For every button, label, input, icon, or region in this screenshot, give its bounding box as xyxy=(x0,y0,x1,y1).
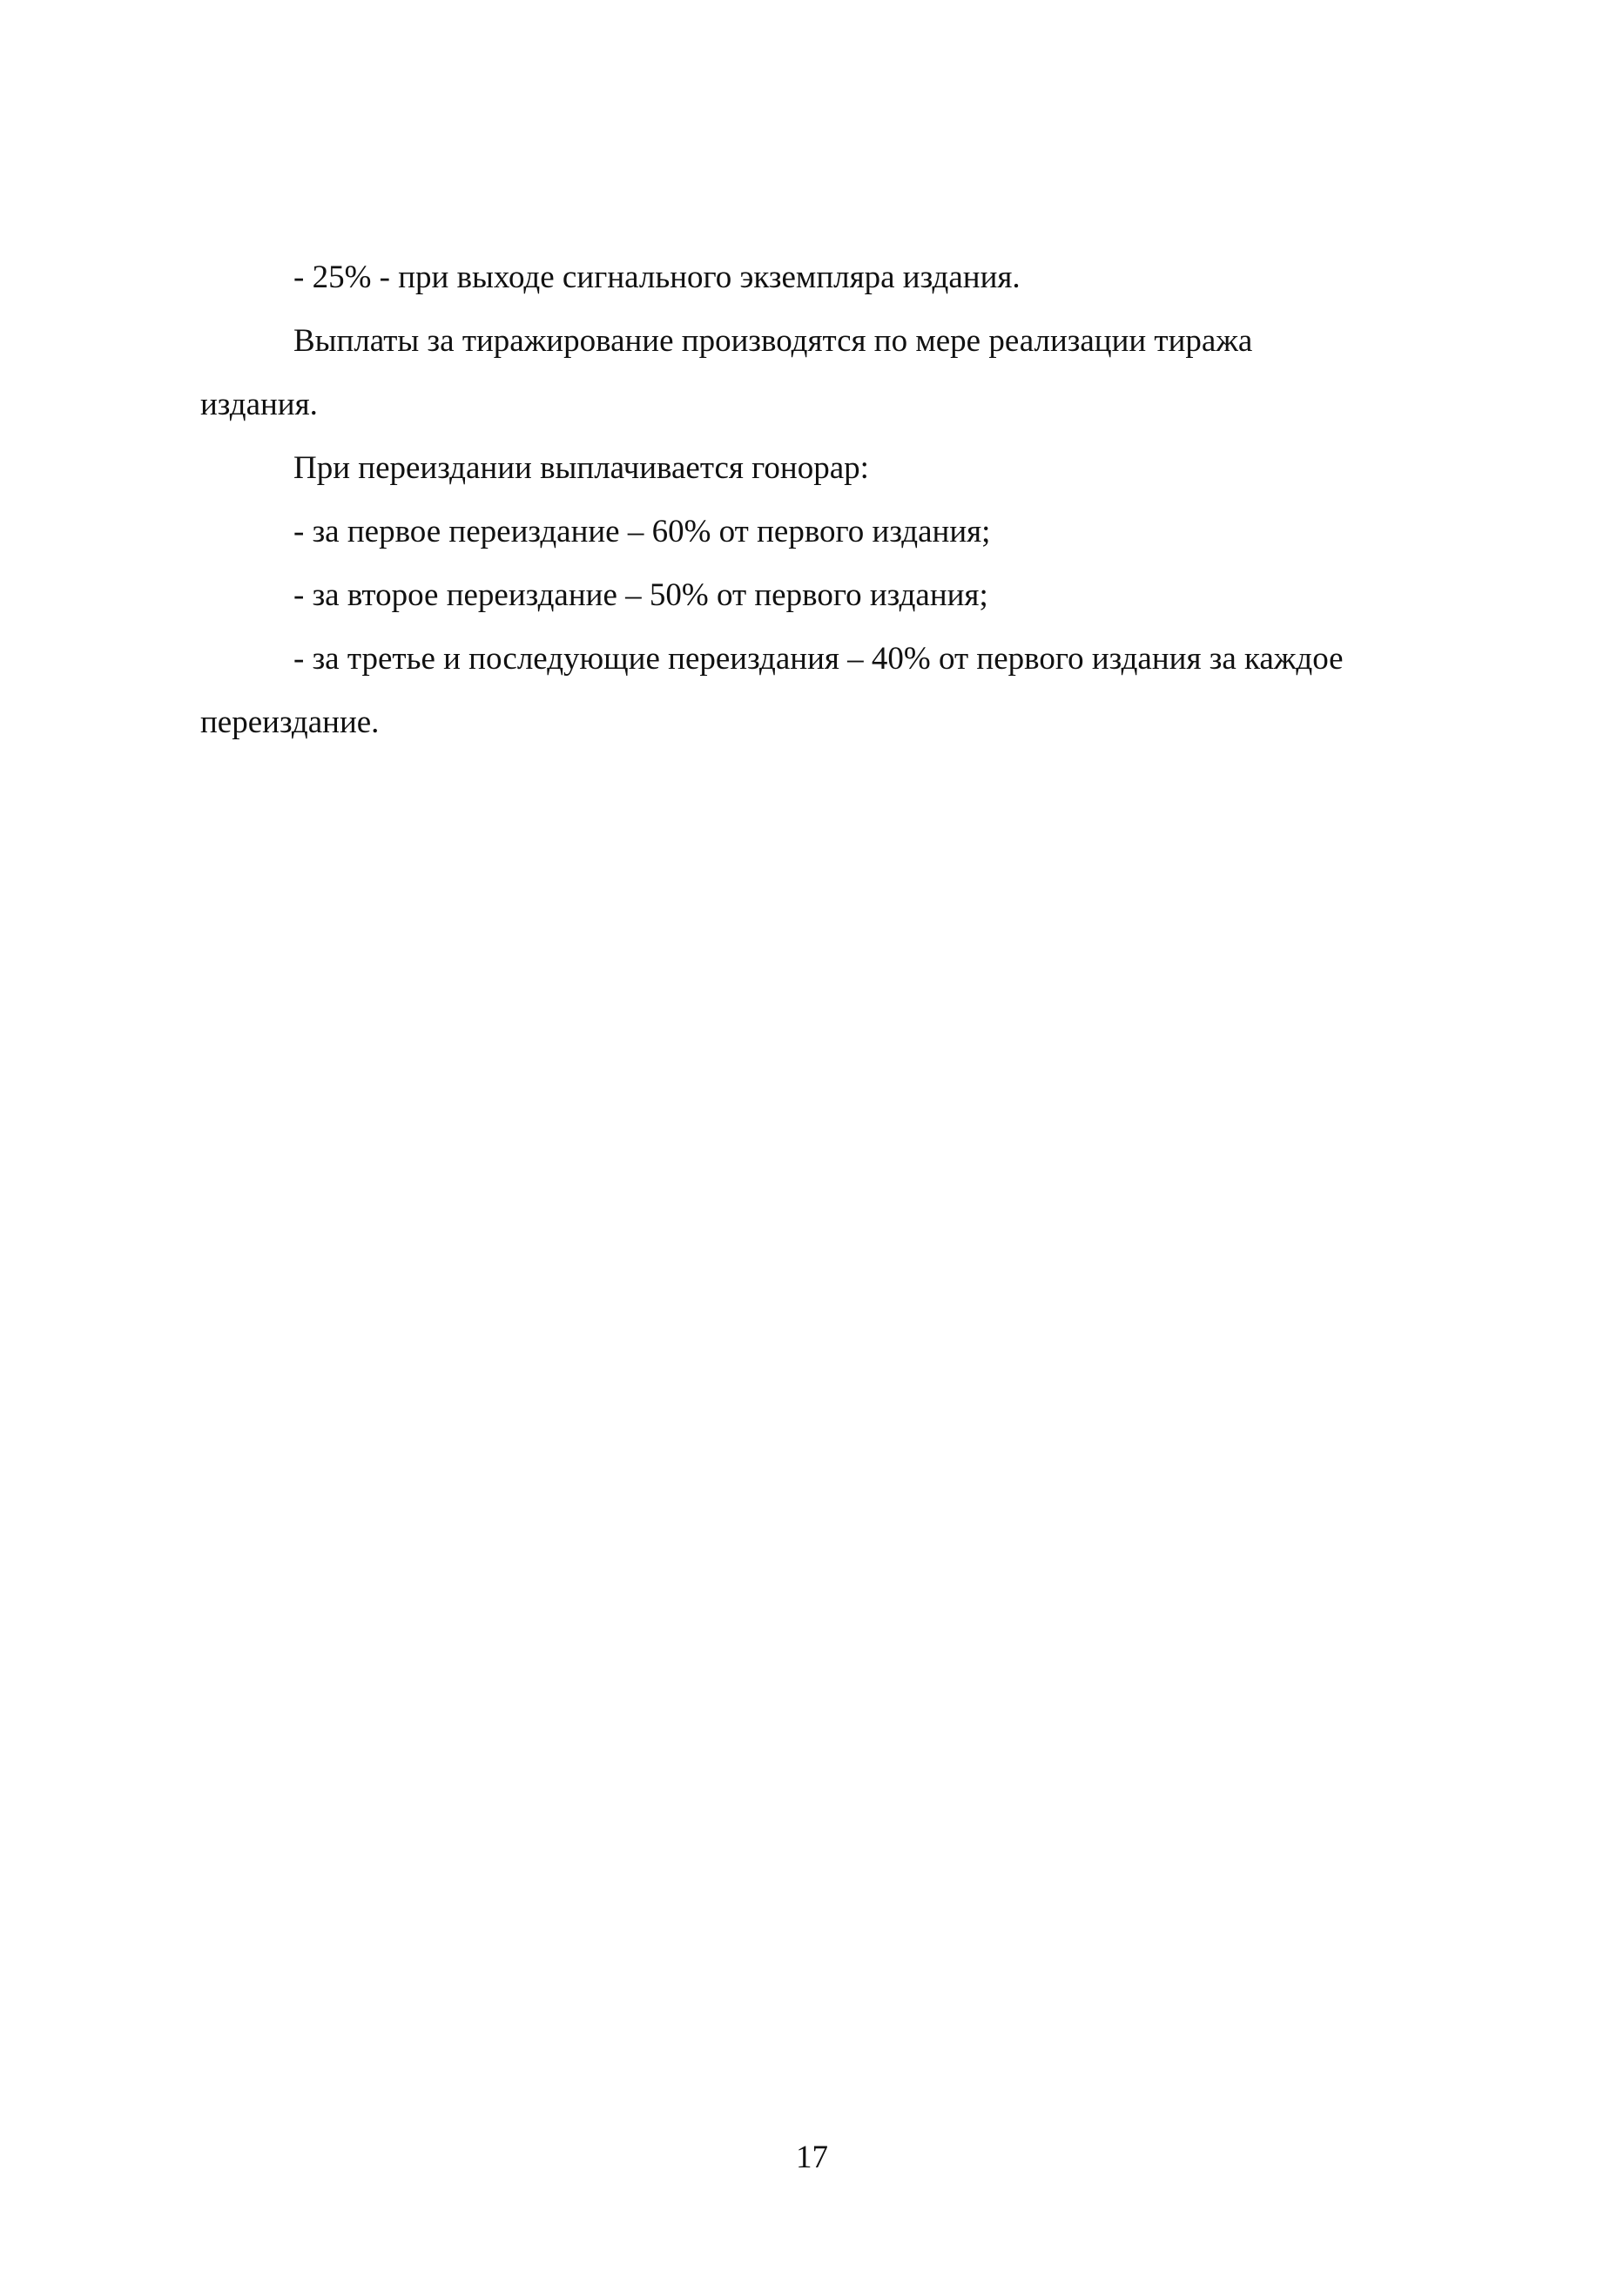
paragraph-signal-copy: - 25% - при выходе сигнального экземпляра издания. xyxy=(293,259,1021,295)
list-item-second-reissue: - за второе переиздание – 50% от первого издания; xyxy=(293,577,988,613)
list-item-first-reissue: - за первое переиздание – 60% от первого издания; xyxy=(293,514,991,549)
page-number: 17 xyxy=(796,2140,828,2175)
list-item-third-reissue: - за третье и последующие переиздания – 40% от первого издания за каждое переиздание. xyxy=(200,641,1344,740)
body-text xyxy=(200,246,1367,754)
paragraph-reissue-intro: При переиздании выплачивается гонорар: xyxy=(293,450,869,486)
paragraph-circulation-payments: Выплаты за тиражирование производятся по мере реализации тиража издания. xyxy=(200,323,1253,422)
